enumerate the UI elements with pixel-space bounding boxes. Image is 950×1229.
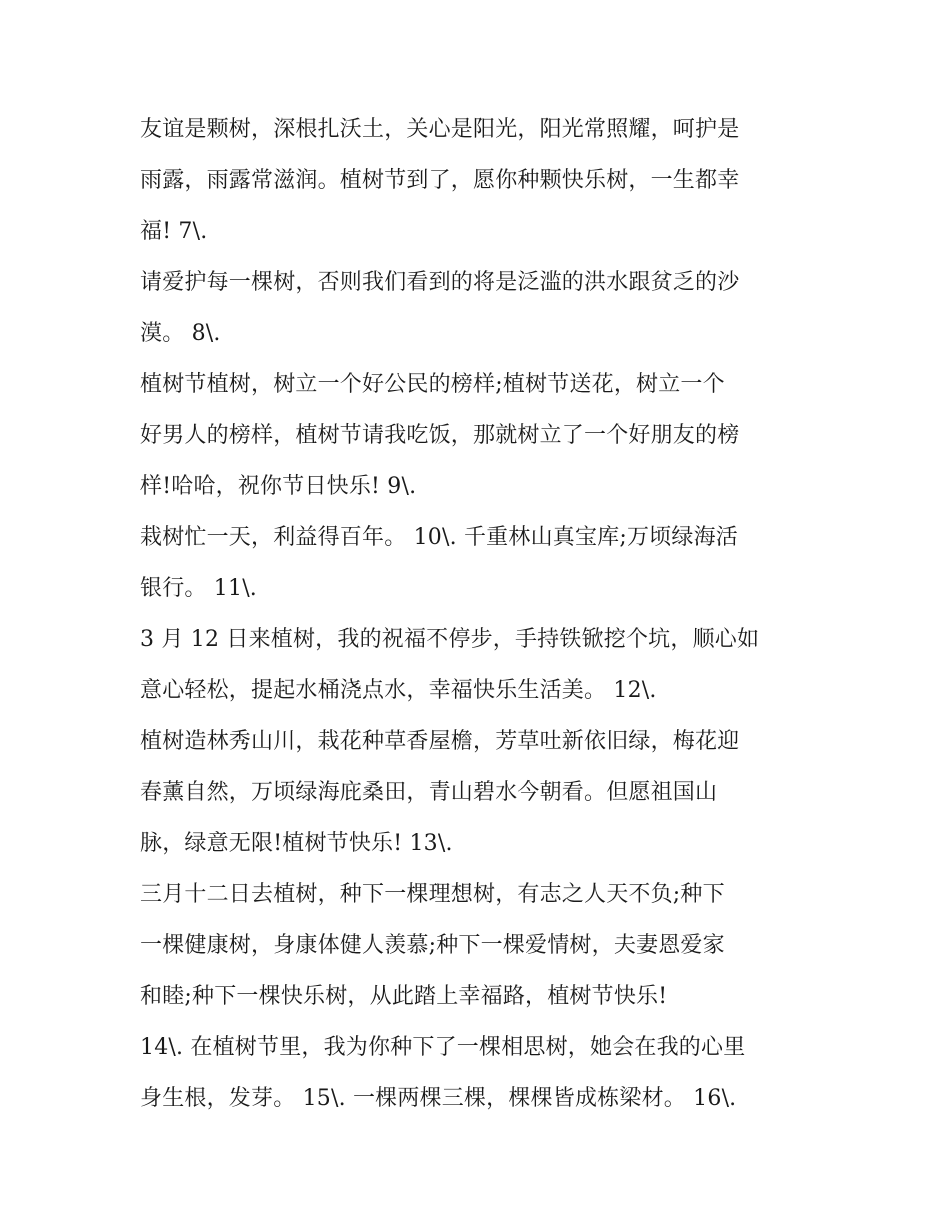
text-line: 银行。 11\.: [140, 576, 257, 601]
text-line: 14\. 在植树节里，我为你种下了一棵相思树，她会在我的心里: [140, 1035, 746, 1060]
text-line: 脉，绿意无限!植树节快乐! 13\.: [140, 831, 453, 856]
text-line: 福! 7\.: [140, 219, 208, 244]
text-line: 身生根，发芽。 15\. 一棵两棵三棵，棵棵皆成栋梁材。 16\.: [140, 1086, 737, 1111]
text-line: 植树造林秀山川，栽花种草香屋檐，芳草吐新依旧绿，梅花迎: [140, 729, 740, 754]
text-line: 请爱护每一棵树，否则我们看到的将是泛滥的洪水跟贫乏的沙: [140, 270, 740, 295]
text-line: 三月十二日去植树，种下一棵理想树，有志之人天不负;种下: [140, 882, 725, 907]
text-line: 雨露，雨露常滋润。植树节到了，愿你种颗快乐树，一生都幸: [140, 168, 740, 193]
text-line: 3 月 12 日来植树，我的祝福不停步，手持铁锨挖个坑，顺心如: [140, 627, 760, 652]
text-line: 和睦;种下一棵快乐树，从此踏上幸福路，植树节快乐!: [140, 984, 668, 1009]
text-line: 意心轻松，提起水桶浇点水，幸福快乐生活美。 12\.: [140, 678, 657, 703]
text-line: 漠。 8\.: [140, 321, 221, 346]
text-line: 友谊是颗树，深根扎沃土，关心是阳光，阳光常照耀，呵护是: [140, 117, 740, 142]
text-line: 一棵健康树，身康体健人羡慕;种下一棵爱情树，夫妻恩爱家: [140, 933, 725, 958]
text-line: 植树节植树，树立一个好公民的榜样;植树节送花，树立一个: [140, 372, 725, 397]
text-line: 好男人的榜样，植树节请我吃饭，那就树立了一个好朋友的榜: [140, 423, 740, 448]
document-body: [140, 104, 820, 1124]
text-line: 春薰自然，万顷绿海庇桑田，青山碧水今朝看。但愿祖国山: [140, 780, 718, 805]
text-line: 样!哈哈，祝你节日快乐! 9\.: [140, 474, 417, 499]
text-line: 栽树忙一天，利益得百年。 10\. 千重林山真宝库;万顷绿海活: [140, 525, 738, 550]
